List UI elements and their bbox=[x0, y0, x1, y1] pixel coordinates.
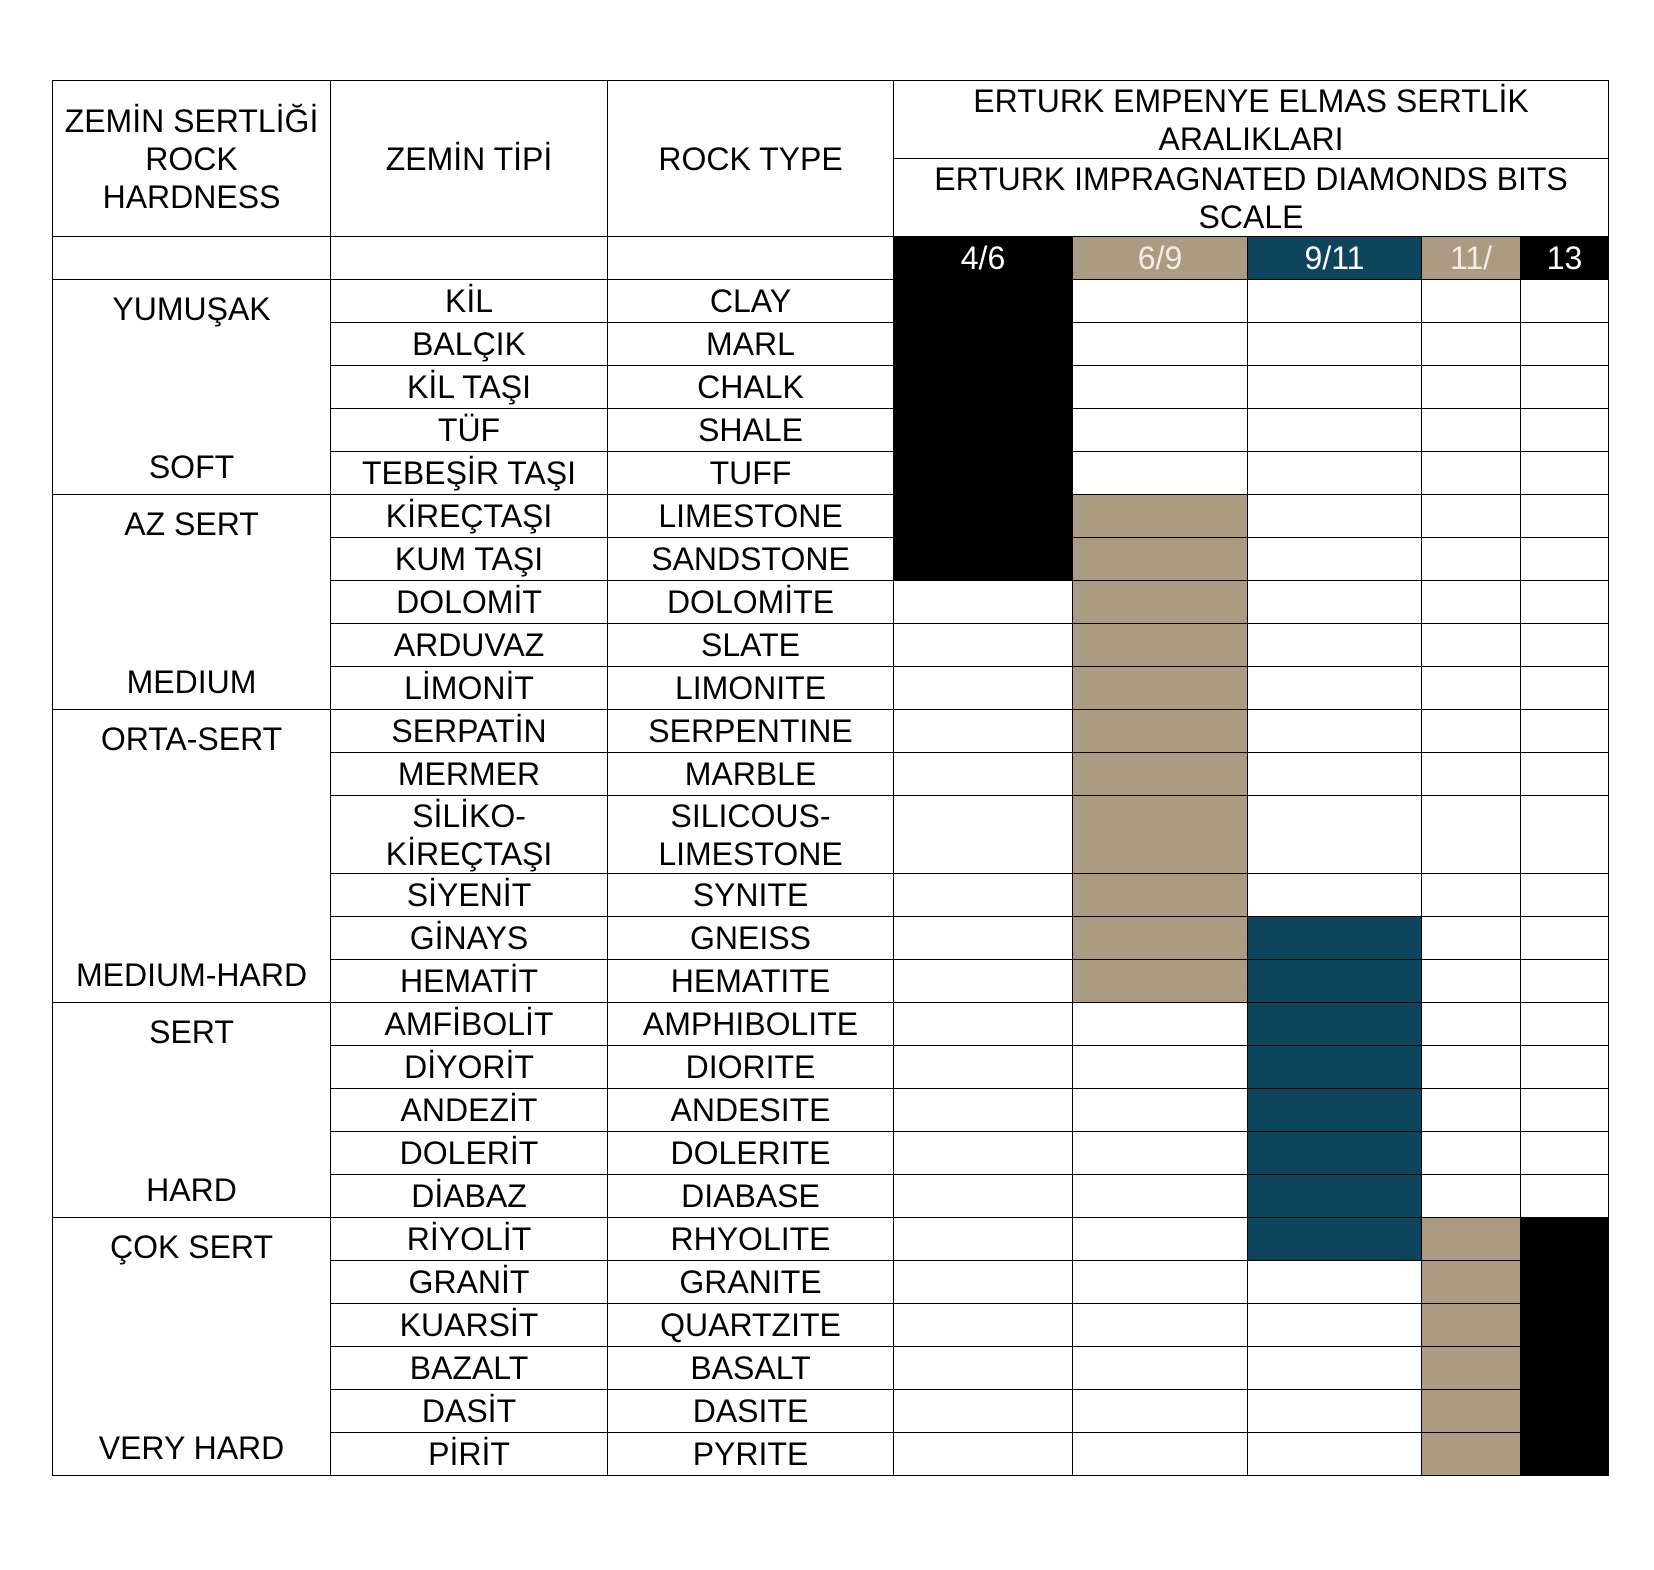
zemin-tipi-cell: KİL bbox=[331, 280, 608, 323]
rock-type-cell: DASITE bbox=[608, 1390, 894, 1433]
scale-cell-5 bbox=[1521, 1132, 1609, 1175]
blank-cell bbox=[331, 237, 608, 280]
scale-cell-2 bbox=[1073, 409, 1248, 452]
scale-cell-3 bbox=[1248, 1261, 1422, 1304]
scale-cell-3 bbox=[1248, 1433, 1422, 1476]
zemin-tipi-cell: DİYORİT bbox=[331, 1046, 608, 1089]
scale-cell-3 bbox=[1248, 753, 1422, 796]
hardness-label-en: HARD bbox=[146, 1172, 237, 1208]
rock-type-cell: SHALE bbox=[608, 409, 894, 452]
scale-cell-1 bbox=[894, 495, 1073, 538]
scale-cell-1 bbox=[894, 960, 1073, 1003]
scale-cell-1 bbox=[894, 1433, 1073, 1476]
scale-cell-3 bbox=[1248, 667, 1422, 710]
scale-cell-5 bbox=[1521, 874, 1609, 917]
rock-type-cell: SLATE bbox=[608, 624, 894, 667]
scale-cell-1 bbox=[894, 1261, 1073, 1304]
scale-label-5: 13 bbox=[1521, 237, 1609, 280]
scale-cell-4 bbox=[1422, 452, 1521, 495]
rock-type-cell: DIORITE bbox=[608, 1046, 894, 1089]
scale-cell-2 bbox=[1073, 1347, 1248, 1390]
rock-type-cell: PYRITE bbox=[608, 1433, 894, 1476]
scale-cell-1 bbox=[894, 1003, 1073, 1046]
hardness-group bbox=[53, 280, 331, 495]
scale-cell-3 bbox=[1248, 581, 1422, 624]
table-row bbox=[53, 1218, 1609, 1261]
zemin-tipi-cell: SERPATİN bbox=[331, 710, 608, 753]
scale-cell-3 bbox=[1248, 1218, 1422, 1261]
scale-cell-2 bbox=[1073, 1261, 1248, 1304]
scale-cell-5 bbox=[1521, 753, 1609, 796]
scale-cell-4 bbox=[1422, 1390, 1521, 1433]
zemin-tipi-cell: TÜF bbox=[331, 409, 608, 452]
scale-cell-1 bbox=[894, 1046, 1073, 1089]
scale-cell-5 bbox=[1521, 495, 1609, 538]
scale-cell-5 bbox=[1521, 960, 1609, 1003]
scale-cell-5 bbox=[1521, 796, 1609, 874]
scale-cell-5 bbox=[1521, 1304, 1609, 1347]
scale-cell-1 bbox=[894, 796, 1073, 874]
scale-cell-2 bbox=[1073, 581, 1248, 624]
rock-type-cell: DIABASE bbox=[608, 1175, 894, 1218]
scale-cell-4 bbox=[1422, 1175, 1521, 1218]
header-rock-type: ROCK TYPE bbox=[608, 81, 894, 237]
scale-cell-4 bbox=[1422, 667, 1521, 710]
scale-cell-5 bbox=[1521, 1218, 1609, 1261]
scale-cell-5 bbox=[1521, 917, 1609, 960]
scale-cell-5 bbox=[1521, 366, 1609, 409]
scale-cell-4 bbox=[1422, 753, 1521, 796]
scale-cell-4 bbox=[1422, 1261, 1521, 1304]
hardness-group bbox=[53, 1003, 331, 1218]
zemin-tipi-cell: HEMATİT bbox=[331, 960, 608, 1003]
scale-cell-5 bbox=[1521, 280, 1609, 323]
rock-type-cell: RHYOLITE bbox=[608, 1218, 894, 1261]
zemin-tipi-cell: MERMER bbox=[331, 753, 608, 796]
zemin-tipi-cell: GRANİT bbox=[331, 1261, 608, 1304]
header-hardness: ZEMİN SERTLİĞİ ROCK HARDNESS bbox=[53, 81, 331, 237]
zemin-tipi-cell: GİNAYS bbox=[331, 917, 608, 960]
hardness-label-tr: AZ SERT bbox=[124, 506, 259, 542]
rock-type-cell: MARL bbox=[608, 323, 894, 366]
rock-type-cell: SANDSTONE bbox=[608, 538, 894, 581]
rock-type-cell: DOLERITE bbox=[608, 1132, 894, 1175]
table-row bbox=[53, 1003, 1609, 1046]
zemin-tipi-cell: SİLİKO-KİREÇTAŞI bbox=[331, 796, 608, 874]
scale-cell-4 bbox=[1422, 1347, 1521, 1390]
zemin-tipi-cell: ANDEZİT bbox=[331, 1089, 608, 1132]
scale-cell-1 bbox=[894, 280, 1073, 323]
scale-cell-3 bbox=[1248, 323, 1422, 366]
scale-cell-1 bbox=[894, 710, 1073, 753]
table-row bbox=[53, 495, 1609, 538]
scale-cell-2 bbox=[1073, 1046, 1248, 1089]
scale-cell-3 bbox=[1248, 409, 1422, 452]
table-row bbox=[53, 280, 1609, 323]
scale-label-1: 4/6 bbox=[894, 237, 1073, 280]
scale-cell-3 bbox=[1248, 1003, 1422, 1046]
scale-cell-4 bbox=[1422, 538, 1521, 581]
scale-cell-5 bbox=[1521, 581, 1609, 624]
rock-type-cell: ANDESITE bbox=[608, 1089, 894, 1132]
scale-cell-3 bbox=[1248, 1347, 1422, 1390]
scale-cell-1 bbox=[894, 581, 1073, 624]
scale-cell-3 bbox=[1248, 1175, 1422, 1218]
scale-cell-2 bbox=[1073, 1433, 1248, 1476]
scale-cell-1 bbox=[894, 1218, 1073, 1261]
scale-cell-5 bbox=[1521, 409, 1609, 452]
scale-cell-4 bbox=[1422, 917, 1521, 960]
zemin-tipi-cell: PİRİT bbox=[331, 1433, 608, 1476]
scale-cell-5 bbox=[1521, 1175, 1609, 1218]
scale-cell-2 bbox=[1073, 874, 1248, 917]
zemin-tipi-cell: ARDUVAZ bbox=[331, 624, 608, 667]
scale-cell-1 bbox=[894, 667, 1073, 710]
zemin-tipi-cell: DASİT bbox=[331, 1390, 608, 1433]
scale-cell-1 bbox=[894, 1132, 1073, 1175]
scale-cell-2 bbox=[1073, 366, 1248, 409]
zemin-tipi-cell: DİABAZ bbox=[331, 1175, 608, 1218]
hardness-label-tr: ORTA-SERT bbox=[100, 721, 283, 757]
header-scale-title-en: ERTURK IMPRAGNATED DIAMONDS BITS SCALE bbox=[894, 159, 1609, 237]
rock-hardness-table bbox=[52, 80, 1609, 1476]
scale-cell-1 bbox=[894, 366, 1073, 409]
scale-cell-1 bbox=[894, 753, 1073, 796]
scale-cell-4 bbox=[1422, 960, 1521, 1003]
scale-cell-3 bbox=[1248, 796, 1422, 874]
scale-label-4: 11/ bbox=[1422, 237, 1521, 280]
hardness-label-tr: YUMUŞAK bbox=[112, 291, 271, 327]
scale-cell-2 bbox=[1073, 960, 1248, 1003]
scale-cell-3 bbox=[1248, 624, 1422, 667]
rock-type-cell: SILICOUS-LIMESTONE bbox=[608, 796, 894, 874]
zemin-tipi-cell: LİMONİT bbox=[331, 667, 608, 710]
scale-cell-2 bbox=[1073, 323, 1248, 366]
scale-cell-1 bbox=[894, 409, 1073, 452]
hardness-label-en: VERY HARD bbox=[98, 1430, 285, 1466]
blank-cell bbox=[53, 237, 331, 280]
zemin-tipi-cell: AMFİBOLİT bbox=[331, 1003, 608, 1046]
rock-type-cell: MARBLE bbox=[608, 753, 894, 796]
hardness-label-en: SOFT bbox=[148, 449, 235, 485]
zemin-tipi-cell: KUARSİT bbox=[331, 1304, 608, 1347]
scale-cell-2 bbox=[1073, 452, 1248, 495]
scale-cell-5 bbox=[1521, 667, 1609, 710]
scale-cell-2 bbox=[1073, 753, 1248, 796]
scale-cell-1 bbox=[894, 538, 1073, 581]
scale-cell-2 bbox=[1073, 917, 1248, 960]
scale-cell-3 bbox=[1248, 917, 1422, 960]
scale-cell-2 bbox=[1073, 624, 1248, 667]
scale-cell-1 bbox=[894, 1304, 1073, 1347]
hardness-group bbox=[53, 710, 331, 1003]
rock-type-cell: DOLOMİTE bbox=[608, 581, 894, 624]
scale-cell-5 bbox=[1521, 1347, 1609, 1390]
scale-cell-2 bbox=[1073, 1089, 1248, 1132]
rock-type-cell: GNEISS bbox=[608, 917, 894, 960]
scale-cell-4 bbox=[1422, 710, 1521, 753]
scale-cell-1 bbox=[894, 1089, 1073, 1132]
scale-cell-1 bbox=[894, 874, 1073, 917]
zemin-tipi-cell: KİL TAŞI bbox=[331, 366, 608, 409]
scale-cell-2 bbox=[1073, 1390, 1248, 1433]
scale-cell-4 bbox=[1422, 874, 1521, 917]
scale-cell-4 bbox=[1422, 366, 1521, 409]
scale-cell-2 bbox=[1073, 667, 1248, 710]
rock-type-cell: CLAY bbox=[608, 280, 894, 323]
scale-cell-2 bbox=[1073, 710, 1248, 753]
scale-label-2: 6/9 bbox=[1073, 237, 1248, 280]
scale-cell-4 bbox=[1422, 409, 1521, 452]
scale-cell-3 bbox=[1248, 960, 1422, 1003]
scale-cell-2 bbox=[1073, 796, 1248, 874]
header-scale-title-tr: ERTURK EMPENYE ELMAS SERTLİK ARALIKLARI bbox=[894, 81, 1609, 159]
scale-cell-4 bbox=[1422, 323, 1521, 366]
scale-cell-1 bbox=[894, 1390, 1073, 1433]
hardness-label-tr: ÇOK SERT bbox=[110, 1229, 273, 1265]
scale-cell-2 bbox=[1073, 1003, 1248, 1046]
table-row bbox=[53, 710, 1609, 753]
zemin-tipi-cell: BAZALT bbox=[331, 1347, 608, 1390]
scale-cell-1 bbox=[894, 323, 1073, 366]
scale-cell-3 bbox=[1248, 1390, 1422, 1433]
scale-cell-3 bbox=[1248, 710, 1422, 753]
zemin-tipi-cell: RİYOLİT bbox=[331, 1218, 608, 1261]
zemin-tipi-cell: DOLERİT bbox=[331, 1132, 608, 1175]
scale-cell-4 bbox=[1422, 1218, 1521, 1261]
scale-cell-1 bbox=[894, 624, 1073, 667]
rock-type-cell: LIMESTONE bbox=[608, 495, 894, 538]
scale-cell-1 bbox=[894, 1175, 1073, 1218]
scale-cell-5 bbox=[1521, 452, 1609, 495]
rock-type-cell: SERPENTINE bbox=[608, 710, 894, 753]
scale-cell-2 bbox=[1073, 280, 1248, 323]
scale-cell-4 bbox=[1422, 280, 1521, 323]
scale-cell-3 bbox=[1248, 1132, 1422, 1175]
scale-cell-4 bbox=[1422, 581, 1521, 624]
hardness-group bbox=[53, 495, 331, 710]
scale-cell-5 bbox=[1521, 624, 1609, 667]
scale-cell-4 bbox=[1422, 1304, 1521, 1347]
header-zemin-tipi: ZEMİN TİPİ bbox=[331, 81, 608, 237]
scale-cell-4 bbox=[1422, 624, 1521, 667]
zemin-tipi-cell: DOLOMİT bbox=[331, 581, 608, 624]
hardness-label-en: MEDIUM-HARD bbox=[75, 957, 308, 993]
rock-type-cell: CHALK bbox=[608, 366, 894, 409]
zemin-tipi-cell: KUM TAŞI bbox=[331, 538, 608, 581]
scale-cell-2 bbox=[1073, 495, 1248, 538]
scale-cell-2 bbox=[1073, 1218, 1248, 1261]
scale-cell-3 bbox=[1248, 1089, 1422, 1132]
scale-cell-5 bbox=[1521, 1433, 1609, 1476]
scale-cell-5 bbox=[1521, 538, 1609, 581]
scale-cell-3 bbox=[1248, 495, 1422, 538]
scale-cell-4 bbox=[1422, 495, 1521, 538]
scale-cell-5 bbox=[1521, 1261, 1609, 1304]
rock-type-cell: BASALT bbox=[608, 1347, 894, 1390]
scale-cell-3 bbox=[1248, 1046, 1422, 1089]
zemin-tipi-cell: BALÇIK bbox=[331, 323, 608, 366]
scale-cell-4 bbox=[1422, 1089, 1521, 1132]
scale-cell-5 bbox=[1521, 323, 1609, 366]
scale-cell-4 bbox=[1422, 1003, 1521, 1046]
scale-cell-1 bbox=[894, 917, 1073, 960]
scale-cell-3 bbox=[1248, 452, 1422, 495]
scale-cell-4 bbox=[1422, 1132, 1521, 1175]
scale-label-3: 9/11 bbox=[1248, 237, 1422, 280]
rock-type-cell: TUFF bbox=[608, 452, 894, 495]
rock-type-cell: AMPHIBOLITE bbox=[608, 1003, 894, 1046]
rock-type-cell: LIMONITE bbox=[608, 667, 894, 710]
rock-type-cell: HEMATITE bbox=[608, 960, 894, 1003]
hardness-label-en: MEDIUM bbox=[126, 664, 257, 700]
scale-cell-3 bbox=[1248, 280, 1422, 323]
scale-cell-3 bbox=[1248, 366, 1422, 409]
scale-cell-2 bbox=[1073, 1304, 1248, 1347]
scale-cell-3 bbox=[1248, 1304, 1422, 1347]
scale-cell-2 bbox=[1073, 538, 1248, 581]
rock-type-cell: SYNITE bbox=[608, 874, 894, 917]
scale-cell-2 bbox=[1073, 1132, 1248, 1175]
rock-type-cell: QUARTZITE bbox=[608, 1304, 894, 1347]
scale-cell-2 bbox=[1073, 1175, 1248, 1218]
blank-cell bbox=[608, 237, 894, 280]
zemin-tipi-cell: TEBEŞİR TAŞI bbox=[331, 452, 608, 495]
rock-type-cell: GRANITE bbox=[608, 1261, 894, 1304]
scale-cell-3 bbox=[1248, 874, 1422, 917]
scale-cell-5 bbox=[1521, 1390, 1609, 1433]
zemin-tipi-cell: KİREÇTAŞI bbox=[331, 495, 608, 538]
scale-cell-4 bbox=[1422, 1433, 1521, 1476]
scale-cell-5 bbox=[1521, 1046, 1609, 1089]
scale-cell-3 bbox=[1248, 538, 1422, 581]
scale-cell-4 bbox=[1422, 796, 1521, 874]
hardness-group bbox=[53, 1218, 331, 1476]
zemin-tipi-cell: SİYENİT bbox=[331, 874, 608, 917]
scale-cell-1 bbox=[894, 1347, 1073, 1390]
hardness-label-tr: SERT bbox=[149, 1014, 234, 1050]
scale-cell-5 bbox=[1521, 1003, 1609, 1046]
scale-cell-5 bbox=[1521, 1089, 1609, 1132]
scale-cell-4 bbox=[1422, 1046, 1521, 1089]
scale-cell-1 bbox=[894, 452, 1073, 495]
scale-cell-5 bbox=[1521, 710, 1609, 753]
